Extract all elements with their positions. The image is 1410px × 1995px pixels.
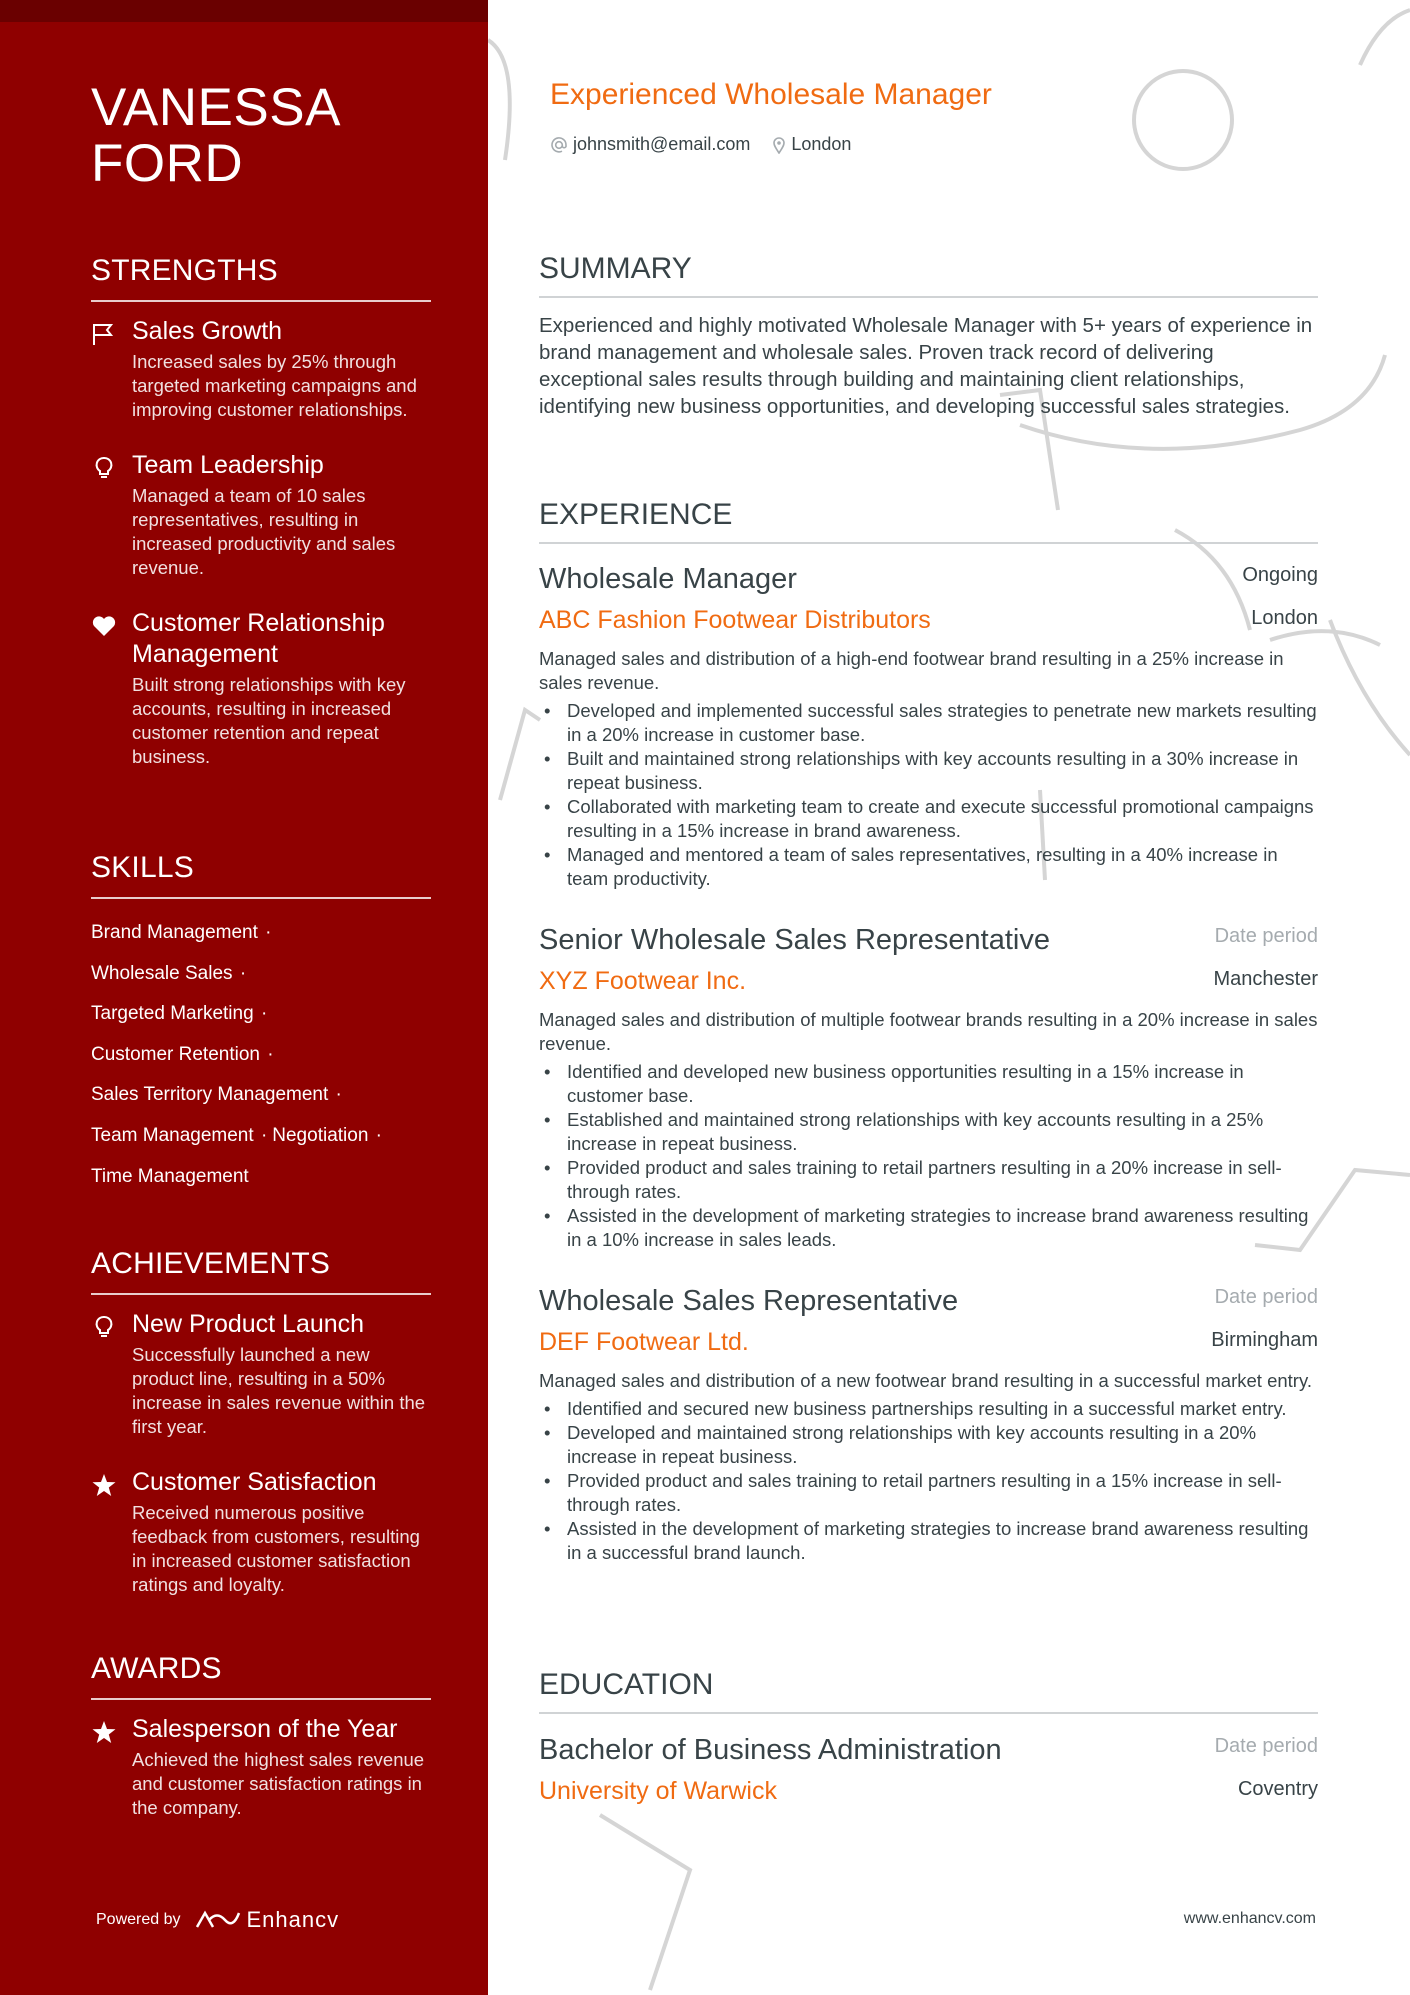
skill-item: Team Management <box>91 1124 254 1146</box>
skills-heading: SKILLS <box>91 851 431 899</box>
job-bullets <box>539 1060 1318 1252</box>
experience-entry <box>539 560 1318 891</box>
star-icon <box>91 1719 117 1745</box>
job-bullet: • Provided product and sales training to retail partners resulting in a 20% increase in sell-through rates. <box>539 1156 1318 1204</box>
education-date: Date period <box>1214 1735 1318 1757</box>
job-bullet: • Managed and mentored a team of sales representatives, resulting in a 40% increase in team productivity. <box>539 843 1318 891</box>
job-location: London <box>1251 607 1318 629</box>
email-text: johnsmith@email.com <box>573 134 751 154</box>
job-bullet: • Provided product and sales training to retail partners resulting in a 15% increase in sell-through rates. <box>539 1469 1318 1517</box>
job-title: Wholesale Sales Representative <box>539 1285 959 1317</box>
headline: Experienced Wholesale Manager <box>550 78 992 111</box>
skill-row <box>91 913 431 954</box>
job-bullet: • Established and maintained strong relationships with key accounts resulting in a 25% increase in repeat business. <box>539 1108 1318 1156</box>
degree: Bachelor of Business Administration <box>539 1734 1002 1766</box>
job-location: Manchester <box>1213 968 1318 990</box>
experience-entry <box>539 1282 1318 1565</box>
skill-item: Targeted Marketing <box>91 1003 254 1025</box>
job-location: Birmingham <box>1211 1329 1318 1351</box>
education-entry <box>539 1731 1318 1808</box>
job-date: Date period <box>1214 925 1318 947</box>
achievement-title: New Product Launch <box>132 1310 365 1338</box>
skill-separator: · <box>267 1043 274 1065</box>
location-pin-icon <box>772 136 786 154</box>
name-first: VANESSA <box>91 78 341 137</box>
strength-desc: Increased sales by 25% through targeted marketing campaigns and improving customer relationships. <box>132 351 417 420</box>
contact-info <box>550 134 851 155</box>
summary-heading: SUMMARY <box>539 252 1318 298</box>
skill-item: Negotiation <box>272 1124 369 1146</box>
job-description: Managed sales and distribution of multiple footwear brands resulting in a 20% increase in sales revenue. <box>539 1009 1318 1054</box>
email-contact[interactable] <box>550 134 750 155</box>
job-bullet: • Assisted in the development of marketing strategies to increase brand awareness resulting in a successful brand launch. <box>539 1517 1318 1565</box>
name-last: FORD <box>91 134 244 193</box>
experience-heading: EXPERIENCE <box>539 498 1318 544</box>
job-bullets <box>539 1397 1318 1565</box>
strengths-section <box>91 254 431 797</box>
job-title: Senior Wholesale Sales Representative <box>539 924 1050 956</box>
location-contact <box>772 134 851 155</box>
awards-heading: AWARDS <box>91 1652 431 1700</box>
flag-icon <box>91 321 117 347</box>
job-company: ABC Fashion Footwear Distributors <box>539 606 931 634</box>
skill-separator: · <box>375 1124 382 1146</box>
skill-item: Customer Retention <box>91 1043 260 1065</box>
at-icon <box>550 136 568 154</box>
skill-row <box>91 954 431 995</box>
achievement-item <box>91 1467 431 1597</box>
award-desc: Achieved the highest sales revenue and customer satisfaction ratings in the company. <box>132 1749 425 1818</box>
job-description: Managed sales and distribution of a high-end footwear brand resulting in a 25% increase in sales revenue. <box>539 648 1284 693</box>
job-title: Wholesale Manager <box>539 563 797 595</box>
skill-separator: · <box>335 1084 342 1106</box>
job-bullet: • Developed and implemented successful sales strategies to penetrate new markets resulting in a 20% increase in customer base. <box>539 699 1318 747</box>
skill-separator: · <box>265 922 272 943</box>
candidate-name <box>91 80 341 192</box>
star-icon <box>91 1472 117 1498</box>
summary-text: Experienced and highly motivated Wholesale Manager with 5+ years of experience in brand management and wholesale sales. Proven track record of delivering exceptional sales results through building and maintaining client relationships, identifying new business opportunities, and developing successful sales strategies. <box>539 314 1313 418</box>
job-date: Date period <box>1214 1286 1318 1308</box>
strength-item <box>91 608 431 769</box>
skill-item: Sales Territory Management <box>91 1084 329 1106</box>
strength-item <box>91 450 431 580</box>
skill-separator: · <box>260 1124 268 1146</box>
skill-item: Time Management <box>91 1165 249 1187</box>
job-bullet: • Identified and secured new business partnerships resulting in a successful market entry. <box>539 1397 1318 1421</box>
award-title: Salesperson of the Year <box>132 1715 398 1743</box>
achievements-heading: ACHIEVEMENTS <box>91 1247 431 1295</box>
skills-list <box>91 913 431 1197</box>
job-bullet: • Assisted in the development of marketing strategies to increase brand awareness resulting in a 10% increase in sales leads. <box>539 1204 1318 1252</box>
job-bullet: • Collaborated with marketing team to create and execute successful promotional campaigns resulting in a 15% increase in brand awareness. <box>539 795 1318 843</box>
skill-item: Brand Management <box>91 922 258 943</box>
awards-section <box>91 1652 431 1848</box>
school: University of Warwick <box>539 1777 777 1805</box>
skill-row <box>91 1035 431 1076</box>
enhancv-logo[interactable] <box>195 1907 340 1933</box>
experience-entry <box>539 921 1318 1252</box>
lightbulb-icon <box>91 455 117 481</box>
job-company: DEF Footwear Ltd. <box>539 1328 749 1356</box>
powered-by <box>96 1907 339 1933</box>
skill-separator: · <box>260 1003 268 1025</box>
strength-title: Sales Growth <box>132 317 283 345</box>
job-bullet: • Identified and developed new business opportunities resulting in a 15% increase in customer base. <box>539 1060 1318 1108</box>
achievements-section <box>91 1247 431 1625</box>
skill-row <box>91 1116 431 1157</box>
achievement-desc: Received numerous positive feedback from customers, resulting in increased customer satisfaction ratings and loyalty. <box>132 1502 420 1595</box>
job-date: Ongoing <box>1242 564 1318 586</box>
education-location: Coventry <box>1237 1778 1318 1800</box>
location-text: London <box>791 134 852 154</box>
job-bullet: • Developed and maintained strong relationships with key accounts resulting in a 20% increase in repeat business. <box>539 1421 1318 1469</box>
education-heading: EDUCATION <box>539 1668 1318 1714</box>
sidebar <box>0 0 488 1995</box>
strength-item <box>91 316 431 422</box>
job-company: XYZ Footwear Inc. <box>539 967 747 995</box>
skills-section <box>91 851 431 1197</box>
achievement-item <box>91 1309 431 1439</box>
skill-row <box>91 994 431 1035</box>
strength-desc: Managed a team of 10 sales representatives, resulting in increased productivity and sales revenue. <box>132 485 396 578</box>
skill-row <box>91 1075 431 1116</box>
strength-title: Customer Relationship Management <box>132 609 385 668</box>
strength-desc: Built strong relationships with key accounts, resulting in increased customer retention and repeat business. <box>132 674 406 767</box>
achievement-desc: Successfully launched a new product line, resulting in a 50% increase in sales revenue within the first year. <box>132 1344 426 1437</box>
skill-row <box>91 1157 431 1198</box>
powered-by-label: Powered by <box>96 1911 181 1928</box>
job-bullet: • Built and maintained strong relationships with key accounts resulting in a 30% increase in repeat business. <box>539 747 1318 795</box>
skill-separator: · <box>239 962 247 984</box>
footer-url[interactable]: www.enhancv.com <box>1183 1910 1316 1927</box>
enhancv-logo-icon <box>195 1909 241 1931</box>
lightbulb-icon <box>91 1314 117 1340</box>
job-description: Managed sales and distribution of a new footwear brand resulting in a successful market entry. <box>539 1370 1312 1391</box>
achievement-title: Customer Satisfaction <box>132 1468 377 1496</box>
award-item <box>91 1714 431 1820</box>
strengths-heading: STRENGTHS <box>91 254 431 302</box>
sidebar-top-band <box>0 0 488 22</box>
brand-label: Enhancv <box>246 1907 340 1932</box>
skill-item: Wholesale Sales <box>91 962 233 984</box>
strength-title: Team Leadership <box>132 451 324 479</box>
heart-icon <box>91 613 117 639</box>
job-bullets <box>539 699 1318 891</box>
